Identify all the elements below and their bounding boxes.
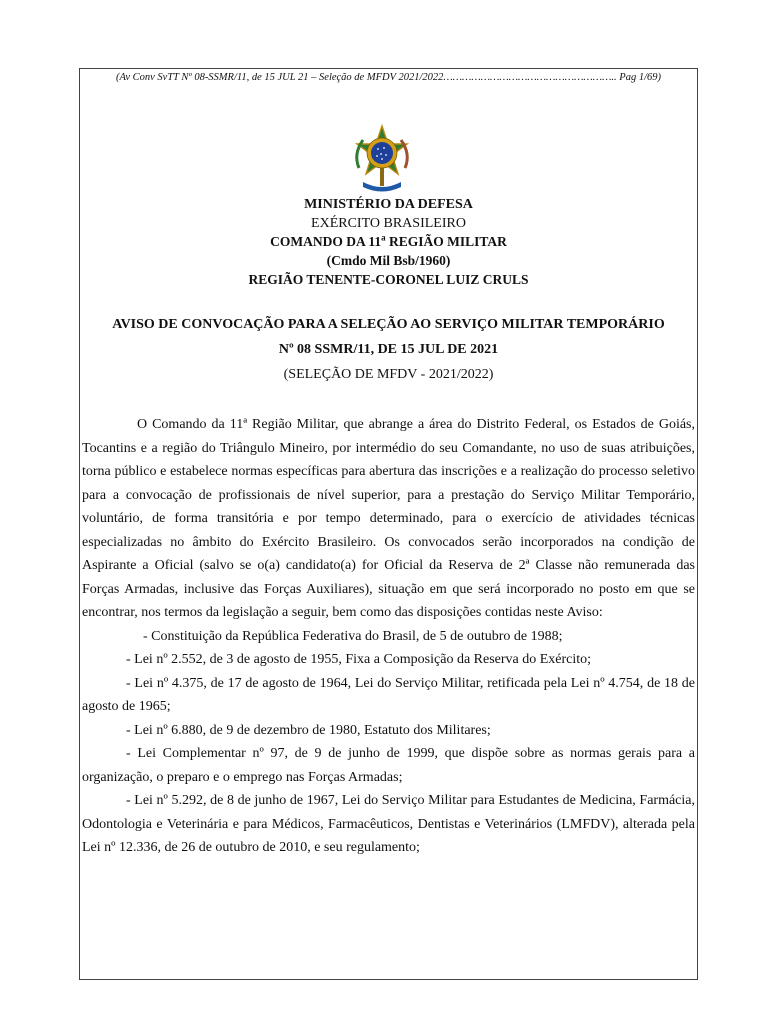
notice-subtitle: (SELEÇÃO DE MFDV - 2021/2022) xyxy=(283,367,494,382)
legislation-item: - Lei Complementar nº 97, de 9 de junho de 1999, que dispõe sobre as normas gerais para a organização, o preparo e o emprego nas Forças Armadas; xyxy=(82,746,695,785)
army-heading: EXÉRCITO BRASILEIRO xyxy=(311,216,466,231)
ministry-heading: MINISTÉRIO DA DEFESA xyxy=(304,197,473,212)
command-heading: COMANDO DA 11$^a$ REGIÃO MILITAR xyxy=(270,232,507,249)
running-header: (Av Conv SvTT Nº 08-SSMR/11, de 15 JUL 21 – Seleção de MFDV 2021/2022……………………………………………….. Pag 1/69) xyxy=(116,72,661,83)
notice-title: AVISO DE CONVOCAÇÃO PARA A SELEÇÃO AO SERVIÇO MILITAR TEMPORÁRIO xyxy=(112,317,665,332)
brazil-coat-of-arms-icon xyxy=(351,124,413,194)
region-heading: REGIÃO TENENTE-CORONEL LUIZ CRULS xyxy=(248,272,529,287)
legislation-item: - Lei nº 2.552, de 3 de agosto de 1955, Fixa a Composição da Reserva do Exército; xyxy=(126,652,592,667)
intro-paragraph: O Comando da 11ª Região Militar, que abrange a área do Distrito Federal, os Estados de Goiás, Tocantins e a região do Triângulo Mineiro, por intermédio do seu Comandante, no uso de suas atribuições, torna público e estabelece normas específicas para abertura das inscrições e a realização do processo seletivo para a convocação de profissionais de nível superior, para a prestação do Serviço Militar Temporário, voluntário, de forma transitória e por tempo determinado, para o exercício de atividades técnicas especializadas no âmbito do Exército Brasileiro. Os convocados serão incorporados na condição de Aspirante a Oficial (salvo se o(a) candidato(a) for Oficial da Reserva de 2ª Classe não remunerada das Forças Armadas, inclusive das Forças Auxiliares), situação em que será incorporado no posto em que se encontrar, nos termos da legislação a seguir, bem como das disposições contidas neste Aviso: xyxy=(82,417,695,620)
document-body xyxy=(82,413,695,860)
command-abbr-heading: (Cmdo Mil Bsb/1960) xyxy=(326,253,451,268)
page-frame xyxy=(79,68,698,980)
notice-number: Nº 08 SSMR/11, DE 15 JUL DE 2021 xyxy=(278,342,499,357)
legislation-item: - Lei nº 5.292, de 8 de junho de 1967, Lei do Serviço Militar para Estudantes de Medicina, Farmácia, Odontologia e Veterinária e para Médicos, Farmacêuticos, Dentistas e Veterinários (LMFDV), alterada pela Lei nº 12.336, de 26 de outubro de 2010, e seu regulamento; xyxy=(82,793,695,855)
legislation-item: - Lei nº 6.880, de 9 de dezembro de 1980, Estatuto dos Militares; xyxy=(126,722,491,738)
legislation-item: - Lei nº 4.375, de 17 de agosto de 1964, Lei do Serviço Militar, retificada pela Lei nº 4.754, de 18 de agosto de 1965; xyxy=(82,675,695,714)
legislation-item: - Constituição da República Federativa do Brasil, de 5 de outubro de 1988; xyxy=(143,628,563,644)
